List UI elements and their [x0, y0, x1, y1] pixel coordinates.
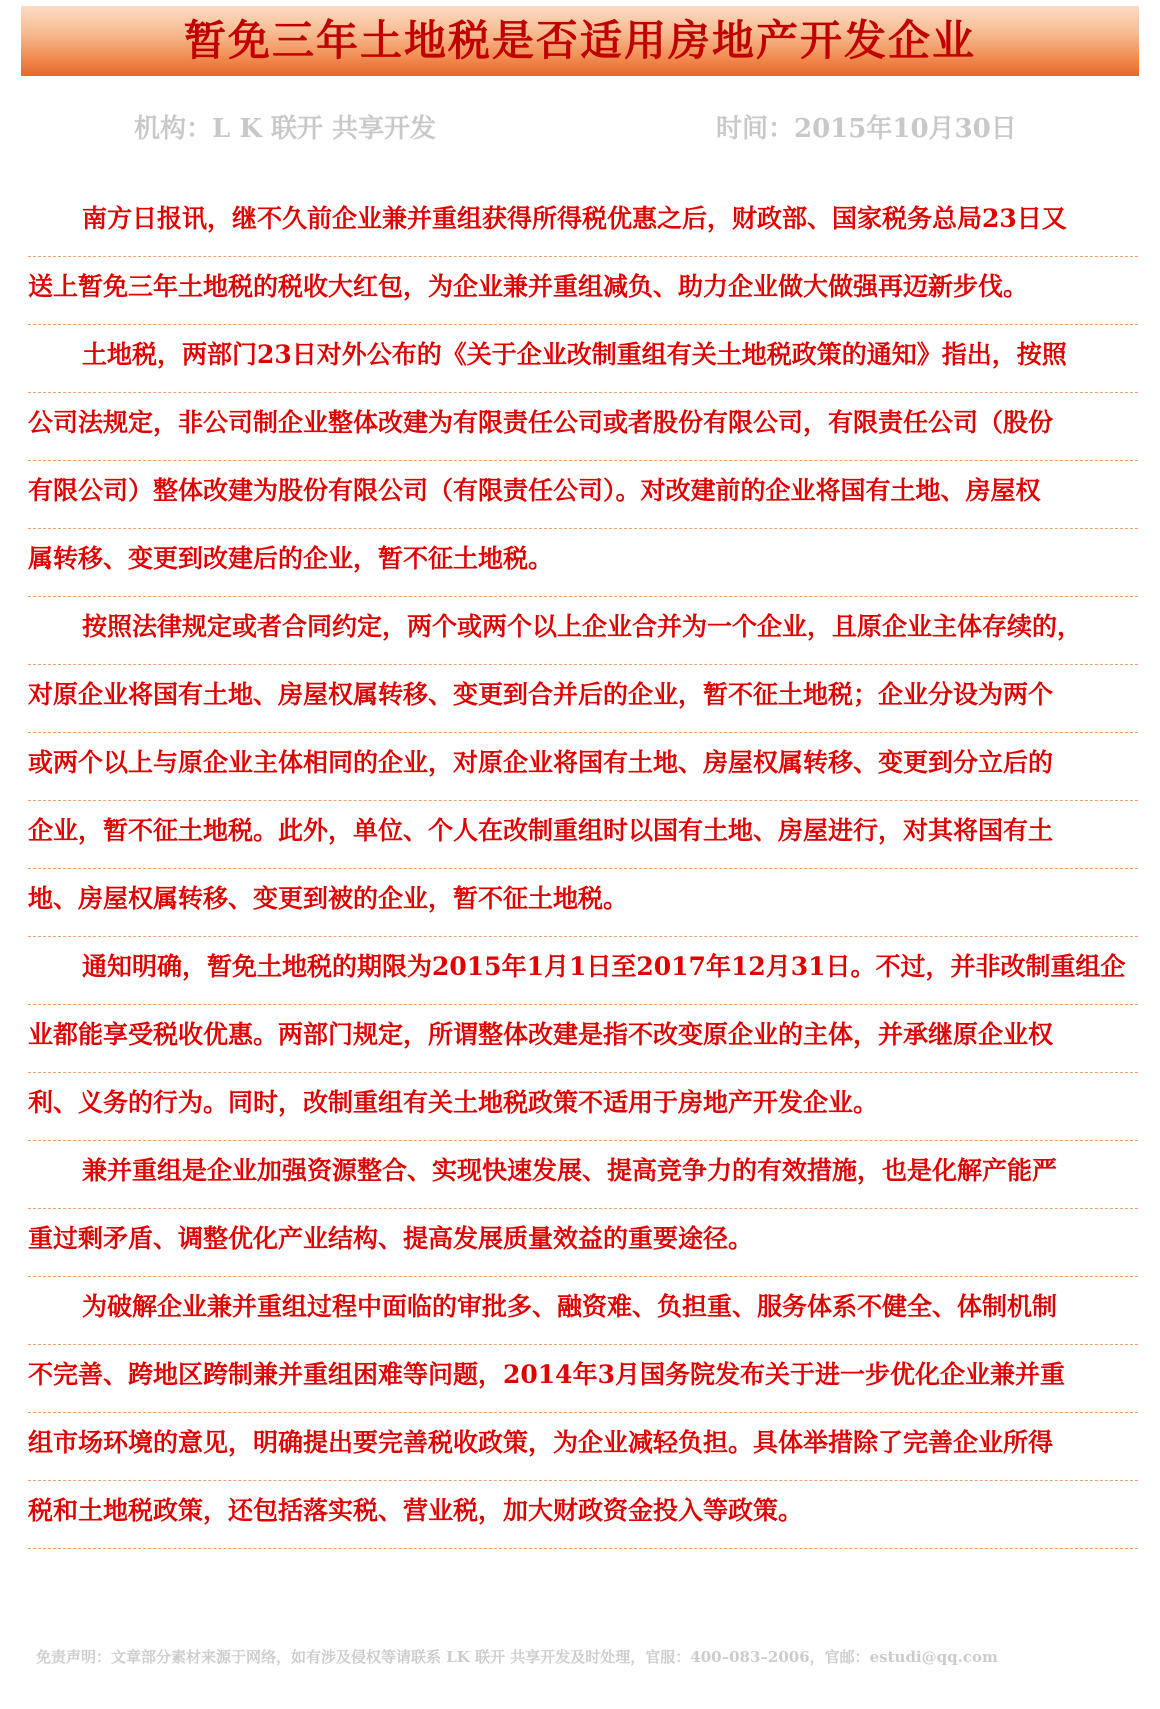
article-line: 土地税，两部门23日对外公布的《关于企业改制重组有关土地税政策的通知》指出，按照 [28, 325, 1138, 393]
article-line: 重过剩矛盾、调整优化产业结构、提高发展质量效益的重要途径。 [28, 1209, 1138, 1277]
article-line: 有限公司）整体改建为股份有限公司（有限责任公司）。对改建前的企业将国有土地、房屋权 [28, 461, 1138, 529]
article-line: 送上暂免三年土地税的税收大红包，为企业兼并重组减负、助力企业做大做强再迈新步伐。 [28, 257, 1138, 325]
article-line: 或两个以上与原企业主体相同的企业，对原企业将国有土地、房屋权属转移、变更到分立后的 [28, 733, 1138, 801]
title-banner [21, 6, 1139, 76]
article-line: 通知明确，暂免土地税的期限为2015年1月1日至2017年12月31日。不过，并非改制重组企 [28, 937, 1138, 1005]
article-line: 按照法律规定或者合同约定，两个或两个以上企业合并为一个企业，且原企业主体存续的， [28, 597, 1138, 665]
article-line: 公司法规定，非公司制企业整体改建为有限责任公司或者股份有限公司，有限责任公司（股份 [28, 393, 1138, 461]
article-line: 南方日报讯，继不久前企业兼并重组获得所得税优惠之后，财政部、国家税务总局23日又 [28, 189, 1138, 257]
article-line: 利、义务的行为。同时，改制重组有关土地税政策不适用于房地产开发企业。 [28, 1073, 1138, 1141]
article-line: 地、房屋权属转移、变更到被的企业，暂不征土地税。 [28, 869, 1138, 937]
article-line: 业都能享受税收优惠。两部门规定，所谓整体改建是指不改变原企业的主体，并承继原企业权 [28, 1005, 1138, 1073]
article-line: 为破解企业兼并重组过程中面临的审批多、融资难、负担重、服务体系不健全、体制机制 [28, 1277, 1138, 1345]
article-line: 对原企业将国有土地、房屋权属转移、变更到合并后的企业，暂不征土地税；企业分设为两个 [28, 665, 1138, 733]
article-line: 兼并重组是企业加强资源整合、实现快速发展、提高竞争力的有效措施，也是化解产能严 [28, 1141, 1138, 1209]
disclaimer-footer: 免责声明：文章部分素材来源于网络，如有涉及侵权等请联系 LK 联开 共享开发及时处理，官服：400–083–2006，官邮：estudi@qq.com [36, 1648, 998, 1666]
date-label: 时间：2015年10月30日 [716, 114, 1017, 144]
page-title: 暂免三年土地税是否适用房地产开发企业 [183, 16, 976, 65]
org-label: 机构：L K 联开 共享开发 [134, 114, 437, 144]
article-line: 企业，暂不征土地税。此外，单位、个人在改制重组时以国有土地、房屋进行，对其将国有土 [28, 801, 1138, 869]
article-line: 不完善、跨地区跨制兼并重组困难等问题，2014年3月国务院发布关于进一步优化企业兼并重 [28, 1345, 1138, 1413]
article-body [28, 189, 1138, 1549]
article-line: 组市场环境的意见，明确提出要完善税收政策，为企业减轻负担。具体举措除了完善企业所得 [28, 1413, 1138, 1481]
article-line: 税和土地税政策，还包括落实税、营业税，加大财政资金投入等政策。 [28, 1481, 1138, 1549]
article-line: 属转移、变更到改建后的企业，暂不征土地税。 [28, 529, 1138, 597]
